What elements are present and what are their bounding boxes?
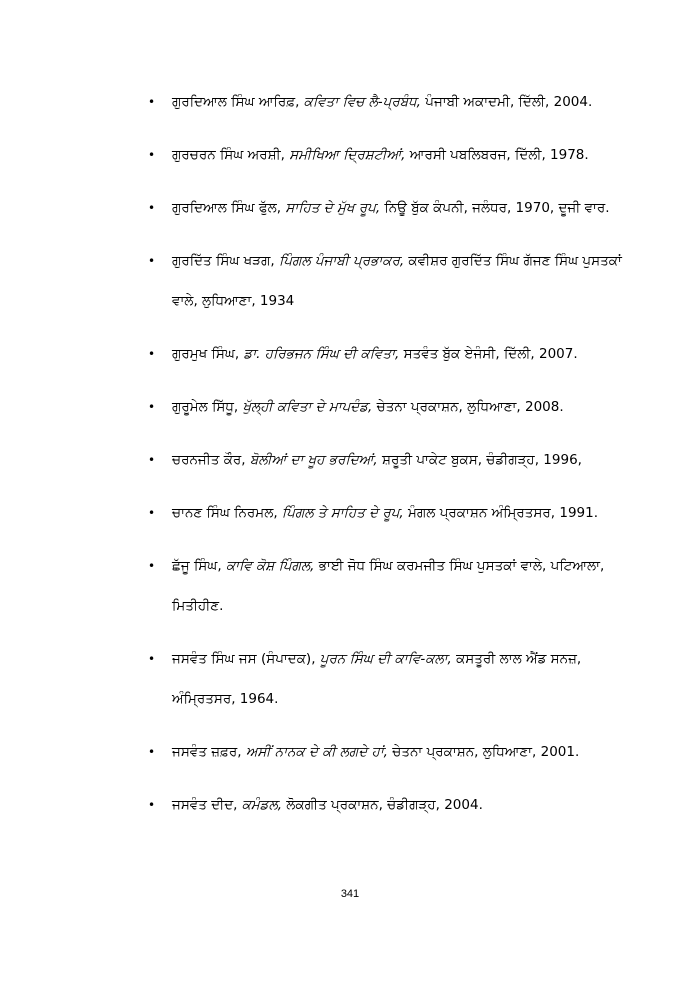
entry-author: ਗੁਰਦਿੱਤ ਸਿੰਘ ਖੜਗ, xyxy=(172,253,280,269)
entry-author: ਗੁਰਦਿਆਲ ਸਿੰਘ ਆਰਿਫ਼, xyxy=(172,94,304,110)
entry-title: ਸਾਹਿਤ ਦੇ ਮੁੱਖ ਰੂਪ, xyxy=(285,200,381,216)
bibliography-entry xyxy=(148,493,648,533)
bibliography-entry xyxy=(148,188,648,228)
bullet-icon: • xyxy=(148,798,156,812)
entry-details: ਚੇਤਨਾ ਪ੍ਰਕਾਸ਼ਨ, ਲੁਧਿਆਣਾ, 2008. xyxy=(372,399,564,415)
entry-title: ਬੋਲੀਆਂ ਦਾ ਖੂਹ ਭਰਦਿਆਂ, xyxy=(249,452,378,468)
entry-title: ਕਮੰਡਲ, xyxy=(241,797,283,813)
entry-author: ਜਸਵੰਤ ਦੀਦ, xyxy=(172,797,242,813)
entry-author: ਜਸਵੰਤ ਸਿੰਘ ਜਸ (ਸੰਪਾਦਕ), xyxy=(172,651,320,667)
bibliography-entry xyxy=(148,135,648,175)
entry-details: ਨਿਊ ਬੁੱਕ ਕੰਪਨੀ, ਜਲੰਧਰ, 1970, ਦੂਜੀ ਵਾਰ. xyxy=(380,200,610,216)
bullet-icon: • xyxy=(148,148,156,162)
entry-author: ਚਰਨਜੀਤ ਕੌਰ, xyxy=(172,452,250,468)
bibliography-entry xyxy=(148,440,648,480)
bullet-icon: • xyxy=(148,745,156,759)
bibliography-entry xyxy=(148,639,648,719)
entry-details: ਸ਼ਰੂਤੀ ਪਾਕੇਟ ਬੁਕਸ, ਚੰਡੀਗੜ੍ਹ, 1996, xyxy=(377,452,582,468)
entry-author: ਛੱਜੂ ਸਿੰਘ, xyxy=(172,558,226,574)
bibliography-entry xyxy=(148,387,648,427)
entry-details: ਪੰਜਾਬੀ ਅਕਾਦਮੀ, ਦਿੱਲੀ, 2004. xyxy=(420,94,593,110)
entry-title: ਡਾ. ਹਰਿਭਜਨ ਸਿੰਘ ਦੀ ਕਵਿਤਾ, xyxy=(243,346,400,362)
entry-author: ਚਾਨਣ ਸਿੰਘ ਨਿਰਮਲ, xyxy=(172,505,282,521)
entry-title: ਸਮੀਖਿਆ ਦ੍ਰਿਸ਼ਟੀਆਂ, xyxy=(289,147,406,163)
entry-author: ਗੁਰਮੁਖ ਸਿੰਘ, xyxy=(172,346,244,362)
entry-details: ਮੰਗਲ ਪ੍ਰਕਾਸ਼ਨ ਅੰਮ੍ਰਿਤਸਰ, 1991. xyxy=(403,505,599,521)
bibliography-entry xyxy=(148,82,648,122)
bibliography-entry xyxy=(148,241,648,321)
entry-author: ਜਸਵੰਤ ਜ਼ਫ਼ਰ, xyxy=(172,744,246,760)
entry-author: ਗੁਰਚਰਨ ਸਿੰਘ ਅਰਸ਼ੀ, xyxy=(172,147,290,163)
bibliography-entry xyxy=(148,732,648,772)
entry-details: ਚੇਤਨਾ ਪ੍ਰਕਾਸ਼ਨ, ਲੁਧਿਆਣਾ, 2001. xyxy=(387,744,580,760)
bullet-icon: • xyxy=(148,201,156,215)
bullet-icon: • xyxy=(148,400,156,414)
bullet-icon: • xyxy=(148,506,156,520)
entry-details: ਭਾਈ ਜੋਧ ਸਿੰਘ ਕਰਮਜੀਤ ਸਿੰਘ ਪੁਸਤਕਾਂ ਵਾਲੇ, ਪਟਿਆਲਾ, ਮਿਤੀਹੀਣ. xyxy=(172,558,605,614)
bullet-icon: • xyxy=(148,453,156,467)
entry-details: ਆਰਸੀ ਪਬਲਿਬਰਜ, ਦਿੱਲੀ, 1978. xyxy=(405,147,589,163)
entry-details: ਕਸਤੂਰੀ ਲਾਲ ਐਂਡ ਸਨਜ਼, ਅੰਮ੍ਰਿਤਸਰ, 1964. xyxy=(172,651,582,707)
entry-title: ਅਸੀਂ ਨਾਨਕ ਦੇ ਕੀ ਲਗਦੇ ਹਾਂ, xyxy=(245,744,388,760)
bullet-icon: • xyxy=(148,347,156,361)
bullet-icon: • xyxy=(148,254,156,268)
bibliography-entry xyxy=(148,546,648,626)
entry-details: ਸਤਵੰਤ ਬੁੱਕ ਏਜੰਸੀ, ਦਿੱਲੀ, 2007. xyxy=(399,346,578,362)
entry-details: ਲੋਕਗੀਤ ਪ੍ਰਕਾਸ਼ਨ, ਚੰਡੀਗੜ੍ਹ, 2004. xyxy=(282,797,483,813)
bullet-icon: • xyxy=(148,95,156,109)
entry-title: ਖੁੱਲ੍ਹੀ ਕਵਿਤਾ ਦੇ ਮਾਪਦੰਡ, xyxy=(242,399,373,415)
bibliography-entry xyxy=(148,785,648,825)
bullet-icon: • xyxy=(148,559,156,573)
bullet-icon: • xyxy=(148,652,156,666)
entry-title: ਪੂਰਨ ਸਿੰਘ ਦੀ ਕਾਵਿ-ਕਲਾ, xyxy=(319,651,452,667)
entry-author: ਗੁਰੂਮੇਲ ਸਿੱਧੂ, xyxy=(172,399,243,415)
entry-title: ਪਿੰਗਲ ਪੰਜਾਬੀ ਪ੍ਰਭਾਕਰ, xyxy=(279,253,405,269)
entry-title: ਕਾਵਿ ਕੋਸ਼ ਪਿੰਗਲ, xyxy=(225,558,315,574)
entry-author: ਗੁਰਦਿਆਲ ਸਿੰਘ ਫੁੱਲ, xyxy=(172,200,286,216)
page-number: 341 xyxy=(340,888,360,900)
bibliography-entry xyxy=(148,334,648,374)
entry-title: ਕਵਿਤਾ ਵਿਚ ਲੈ-ਪ੍ਰਬੰਧ, xyxy=(303,94,421,110)
entry-details: ਕਵੀਸ਼ਰ ਗੁਰਦਿੱਤ ਸਿੰਘ ਗੱਜਣ ਸਿੰਘ ਪੁਸਤਕਾਂ ਵਾਲੇ, ਲੁਧਿਆਣਾ, 1934 xyxy=(172,253,622,309)
bibliography-list xyxy=(148,82,648,838)
entry-title: ਪਿੰਗਲ ਤੇ ਸਾਹਿਤ ਦੇ ਰੂਪ, xyxy=(281,505,404,521)
